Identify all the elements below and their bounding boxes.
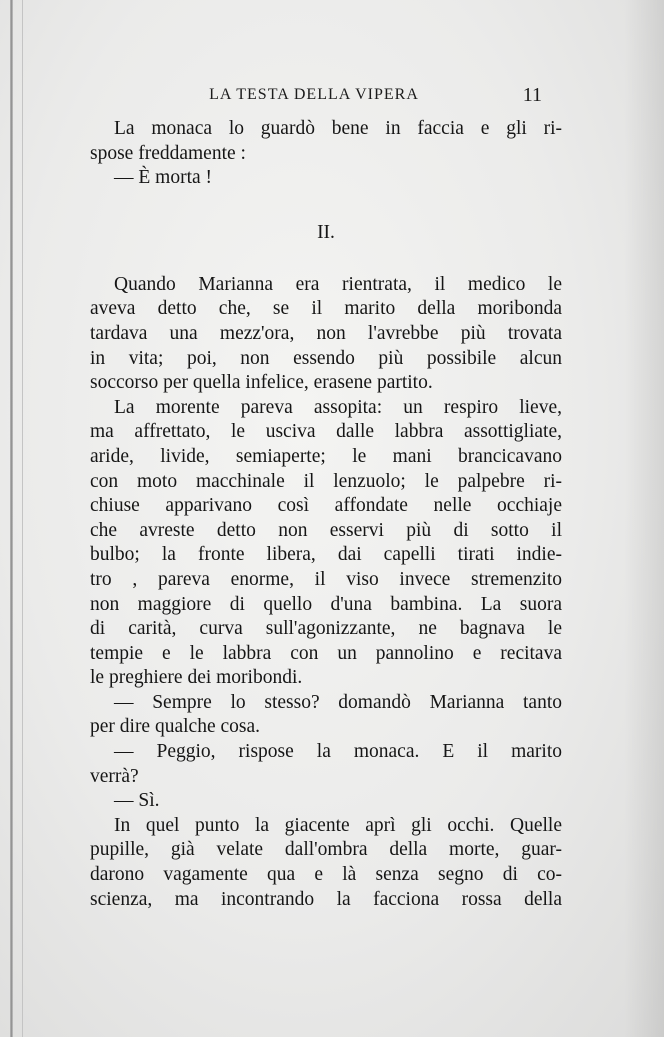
text-line: con moto macchinale il lenzuolo; le palpebre ri- [90,470,562,492]
text-line: Quando Marianna era rientrata, il medico le [114,273,562,295]
text-line: ma affrettato, le usciva dalle labbra assottigliate, [90,421,562,443]
text-line: aride, livide, semiaperte; le mani brancicavano [90,445,562,467]
text-line: — Sempre lo stesso? domandò Marianna tanto [114,691,562,713]
text-line: le preghiere dei moribondi. [90,667,303,689]
text-line: pupille, già velate dall'ombra della morte, guar- [90,839,562,861]
text-line: tempie e le labbra con un pannolino e recitava [90,642,562,664]
text-line: scienza, ma incontrando la facciona rossa della [90,888,562,910]
text-line: — Peggio, rispose la monaca. E il marito [114,741,562,763]
text-line: soccorso per quella infelice, erasene partito. [90,372,433,394]
text-line: tardava una mezz'ora, non l'avrebbe più trovata [90,322,562,344]
text-line: spose freddamente : [90,142,246,164]
text-line: in vita; poi, non essendo più possibile alcun [90,347,562,369]
text-line: non maggiore di quello d'una bambina. La suora [90,593,562,615]
page-edge-shadow [624,0,664,1037]
text-line: chiuse apparivano così affondate nelle occhiaje [90,495,562,517]
text-line: bulbo; la fronte libera, dai capelli tirati indie- [90,544,562,566]
text-line: aveva detto che, se il marito della moribonda [90,298,562,320]
text-line: darono vagamente qua e là senza segno di co- [90,864,562,886]
text-line: per dire qualche cosa. [90,716,260,738]
text-line: In quel punto la giacente aprì gli occhi. Quelle [114,814,562,836]
text-line: tro , pareva enorme, il viso invece stremenzito [90,568,562,590]
text-line: che avreste detto non esservi più di sotto il [90,519,562,541]
page-gutter-line-inner [22,0,23,1037]
running-title: LA TESTA DELLA VIPERA [209,86,419,103]
page-gutter-line [10,0,13,1037]
text-line: verrà? [90,765,139,787]
text-line: — Sì. [114,790,160,812]
page-header [86,86,542,112]
section-heading: II. [317,221,335,243]
text-line: di carità, curva sull'agonizzante, ne bagnava le [90,618,562,640]
text-line: La monaca lo guardò bene in faccia e gli ri- [114,118,562,139]
text-line: — È morta ! [114,167,213,189]
page-number: 11 [522,84,542,106]
body-text [90,117,562,912]
text-line: La morente pareva assopita: un respiro lieve, [114,396,562,418]
